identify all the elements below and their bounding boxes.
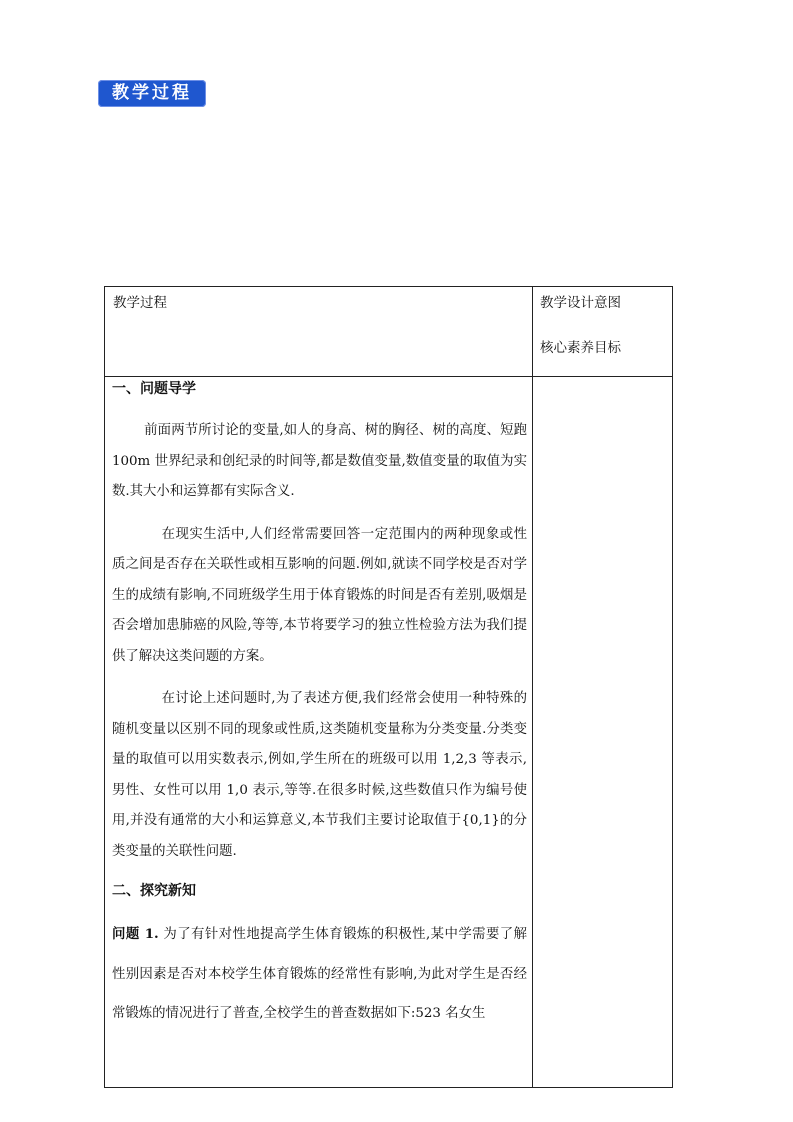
paragraph-2: 在现实生活中,人们经常需要回答一定范围内的两种现象或性质之间是否存在关联性或相互影响的问题.例如,就读不同学校是否对学生的成绩有影响,不同班级学生用于体育锻炼的时间是否有差别,吸烟是否会增加患肺癌的风险,等等,本节将要学习的独立性检验方法为我们提供了解决这类问题的方案。 bbox=[112, 526, 527, 664]
header-design-intent: 教学设计意图 bbox=[540, 295, 621, 311]
row-divider bbox=[105, 376, 672, 377]
section-title-guided-questions: 一、问题导学 bbox=[112, 381, 196, 397]
paragraph-3: 在讨论上述问题时,为了表述方便,我们经常会使用一种特殊的随机变量以区别不同的现象或性质,这类随机变量称为分类变量.分类变量的取值可以用实数表示,例如,学生所在的班级可以用 1,2,3 等表示,男性、女性可以用 1,0 表示,等等.在很多时候,这些数值只作为编号使用,并没有通常的大小和运算意义,本节我们主要讨论取值于{0,1}的分类变量的关联性问题. bbox=[112, 691, 527, 859]
lesson-table bbox=[104, 286, 673, 1088]
header-core-literacy: 核心素养目标 bbox=[540, 340, 621, 356]
question-1-text: 为了有针对性地提高学生体育锻炼的积极性,某中学需要了解性别因素是否对本校学生体育锻炼的经常性有影响,为此对学生是否经常锻炼的情况进行了普查,全校学生的普查数据如下:523 名女生 bbox=[112, 927, 527, 1021]
question-1-label: 问题 1. bbox=[112, 926, 159, 942]
header-teaching-process: 教学过程 bbox=[113, 295, 167, 311]
column-divider bbox=[532, 287, 533, 1087]
question-1 bbox=[112, 915, 527, 1034]
section-badge: 教学过程 bbox=[98, 80, 206, 107]
paragraph-1: 前面两节所讨论的变量,如人的身高、树的胸径、树的高度、短跑 100m 世界纪录和创纪录的时间等,都是数值变量,数值变量的取值为实数.其大小和运算都有实际含义. bbox=[112, 423, 527, 499]
teaching-content bbox=[112, 381, 527, 1034]
section-title-explore: 二、探究新知 bbox=[112, 883, 196, 899]
